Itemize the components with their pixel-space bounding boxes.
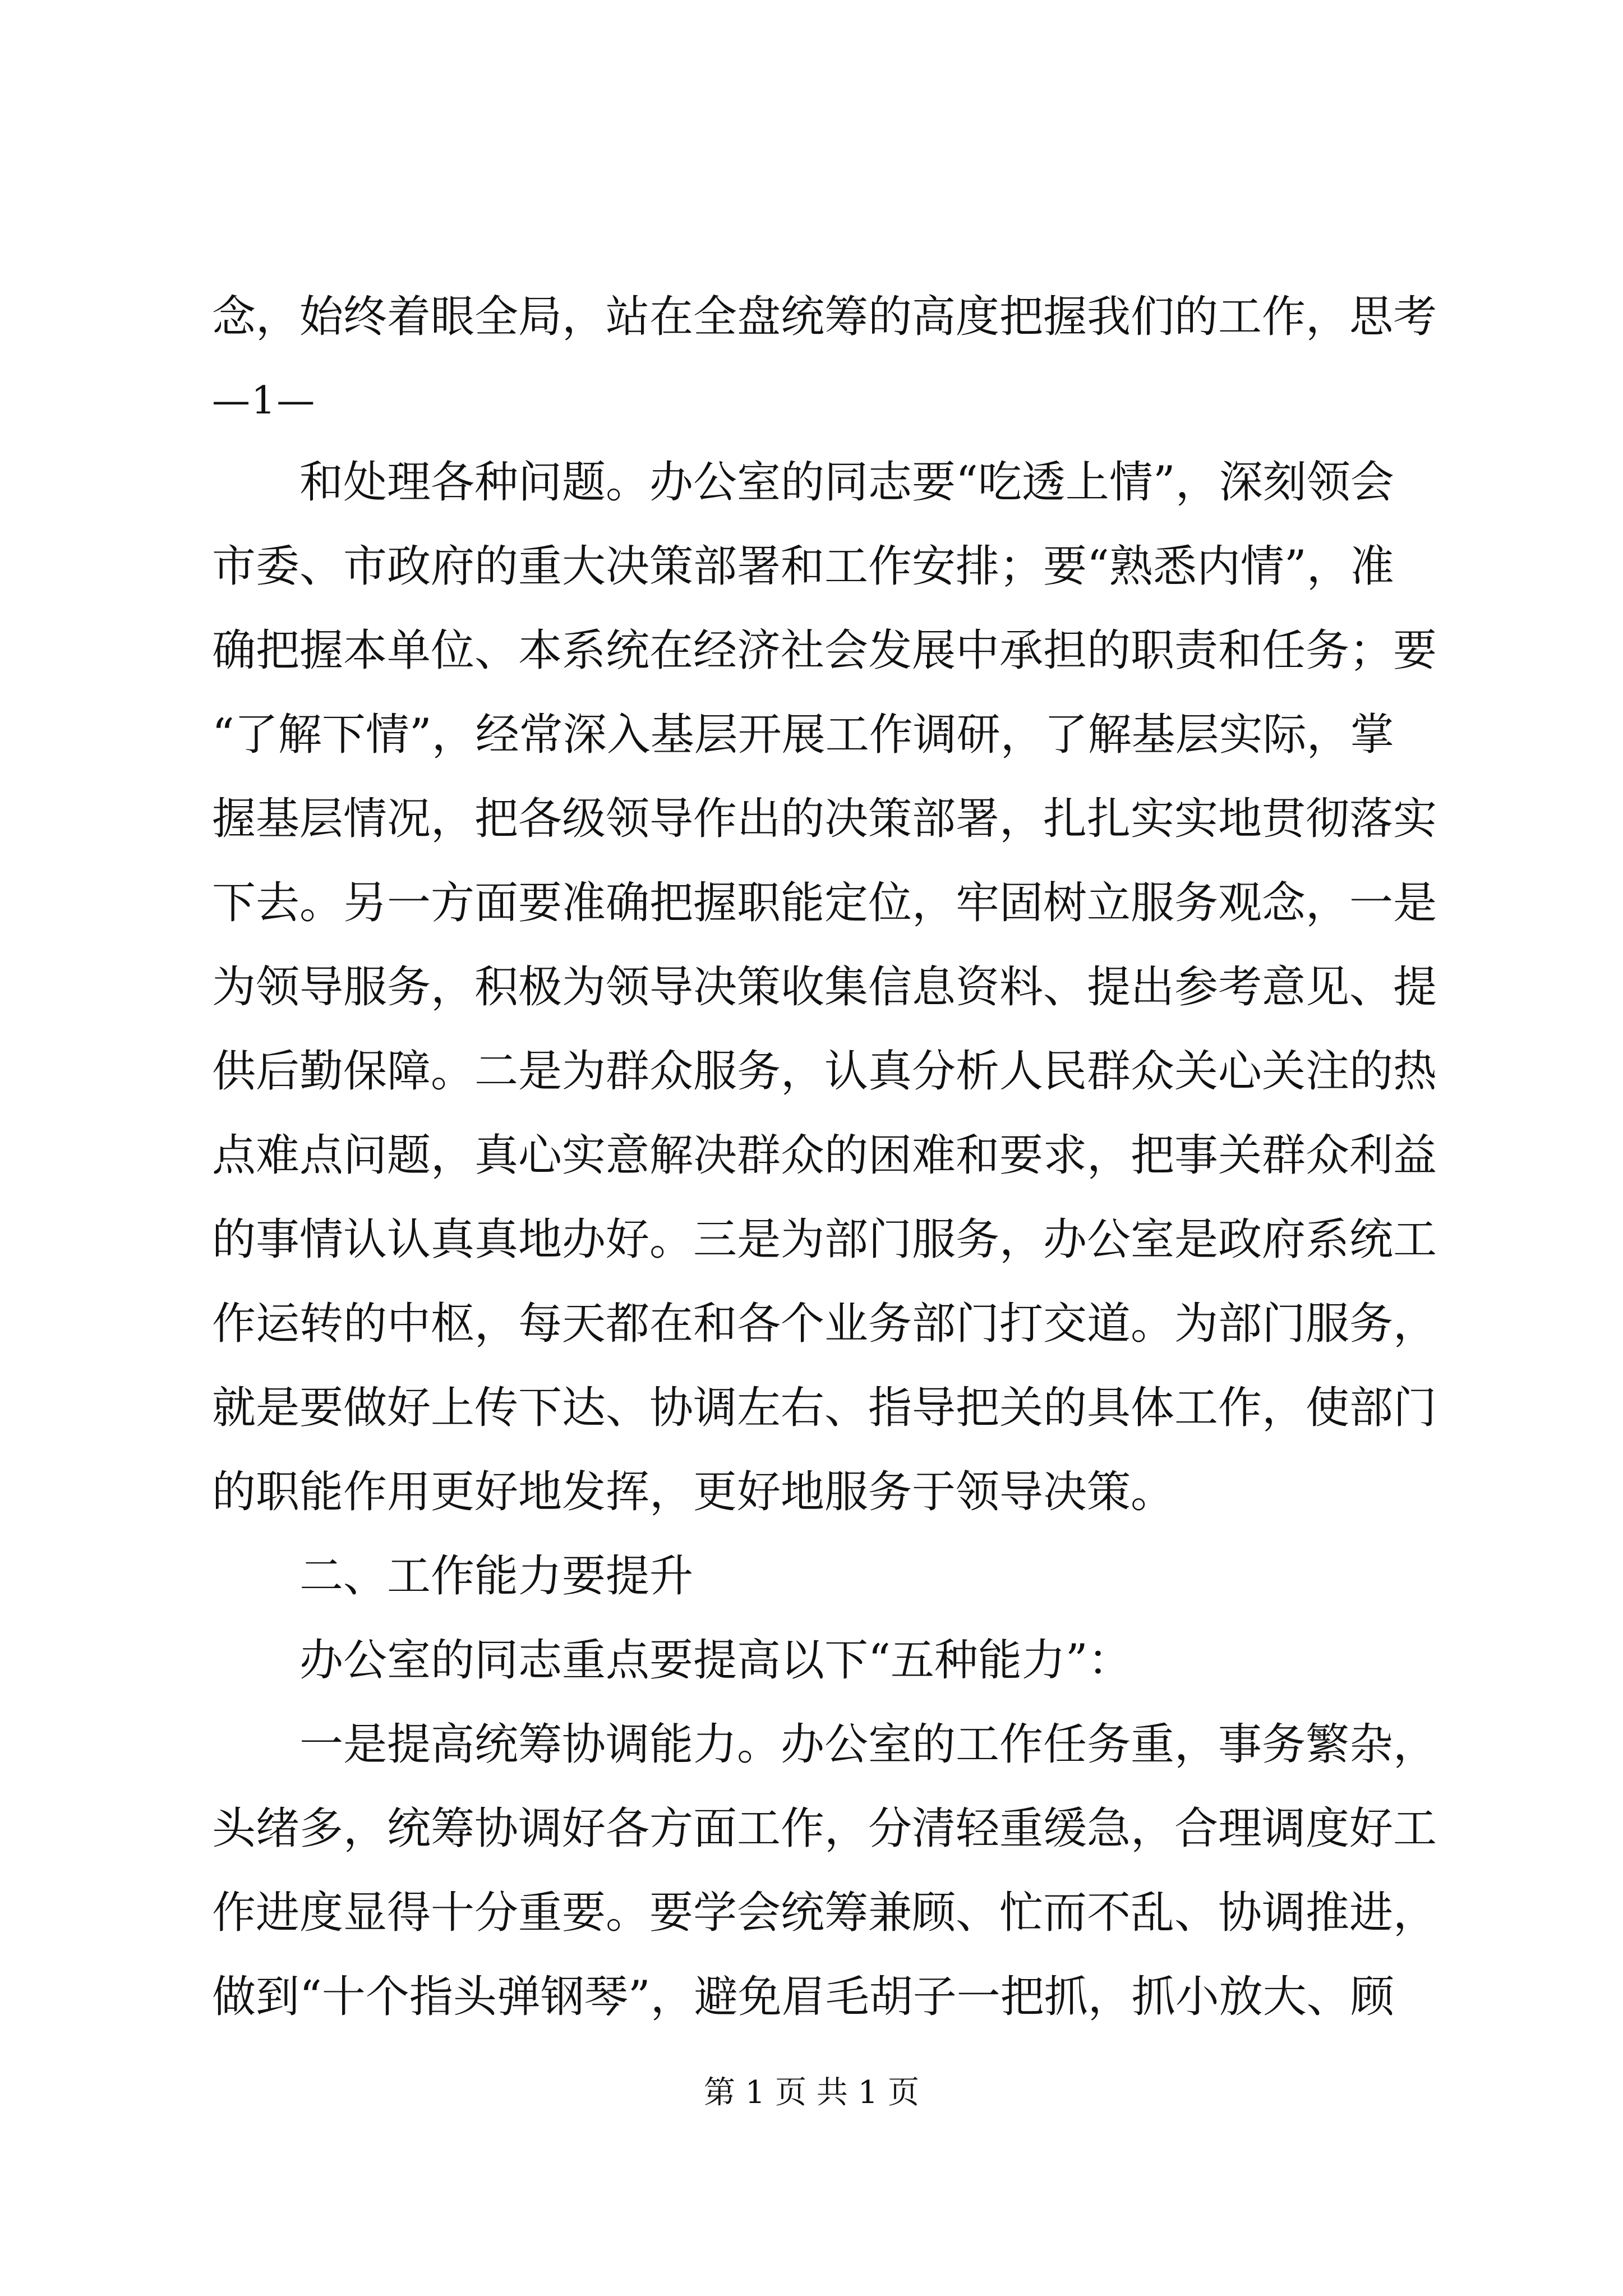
- paragraph-line: 头绪多，统筹协调好各方面工作，分清轻重缓急，合理调度好工: [212, 1803, 1437, 1854]
- page-marker: —1—: [212, 379, 316, 423]
- paragraph-line: 办公室的同志重点要提高以下“五种能力”：: [299, 1635, 1132, 1686]
- carryover-line: 念，始终着眼全局，站在全盘统筹的高度把握我们的工作，思考: [212, 292, 1437, 342]
- paragraph-line: 握基层情况，把各级领导作出的决策部署，扎扎实实地贯彻落实: [212, 794, 1437, 844]
- paragraph-line: 作进度显得十分重要。要学会统筹兼顾、忙而不乱、协调推进，: [212, 1888, 1437, 1938]
- paragraph-line: 点难点问题，真心实意解决群众的困难和要求，把事关群众利益: [212, 1130, 1437, 1181]
- paragraph-line: 和处理各种问题。办公室的同志要“吃透上情”，深刻领会: [299, 457, 1394, 508]
- paragraph-line: 为领导服务，积极为领导决策收集信息资料、提出参考意见、提: [212, 962, 1437, 1013]
- paragraph-line: 下去。另一方面要准确把握职能定位，牢固树立服务观念，一是: [212, 878, 1437, 928]
- paragraph-line: 一是提高统筹协调能力。办公室的工作任务重，事务繁杂，: [299, 1719, 1437, 1770]
- paragraph-line: 确把握本单位、本系统在经济社会发展中承担的职责和任务；要: [212, 625, 1437, 676]
- paragraph-line: 作运转的中枢，每天都在和各个业务部门打交道。为部门服务，: [212, 1299, 1437, 1349]
- paragraph-line: 做到“十个指头弹钢琴”，避免眉毛胡子一把抓，抓小放大、顾: [212, 1972, 1394, 2022]
- section-heading: 二、工作能力要提升: [299, 1551, 694, 1602]
- page-footer: 第 1 页 共 1 页: [703, 2074, 920, 2111]
- paragraph-line: 供后勤保障。二是为群众服务，认真分析人民群众关心关注的热: [212, 1046, 1437, 1097]
- paragraph-line: “了解下情”，经常深入基层开展工作调研，了解基层实际，掌: [212, 710, 1394, 760]
- paragraph-line: 的职能作用更好地发挥，更好地服务于领导决策。: [212, 1467, 1175, 1517]
- paragraph-line: 就是要做好上传下达、协调左右、指导把关的具体工作，使部门: [212, 1383, 1437, 1433]
- paragraph-line: 的事情认认真真地办好。三是为部门服务，办公室是政府系统工: [212, 1214, 1437, 1265]
- paragraph-line: 市委、市政府的重大决策部署和工作安排；要“熟悉内情”，准: [212, 541, 1394, 592]
